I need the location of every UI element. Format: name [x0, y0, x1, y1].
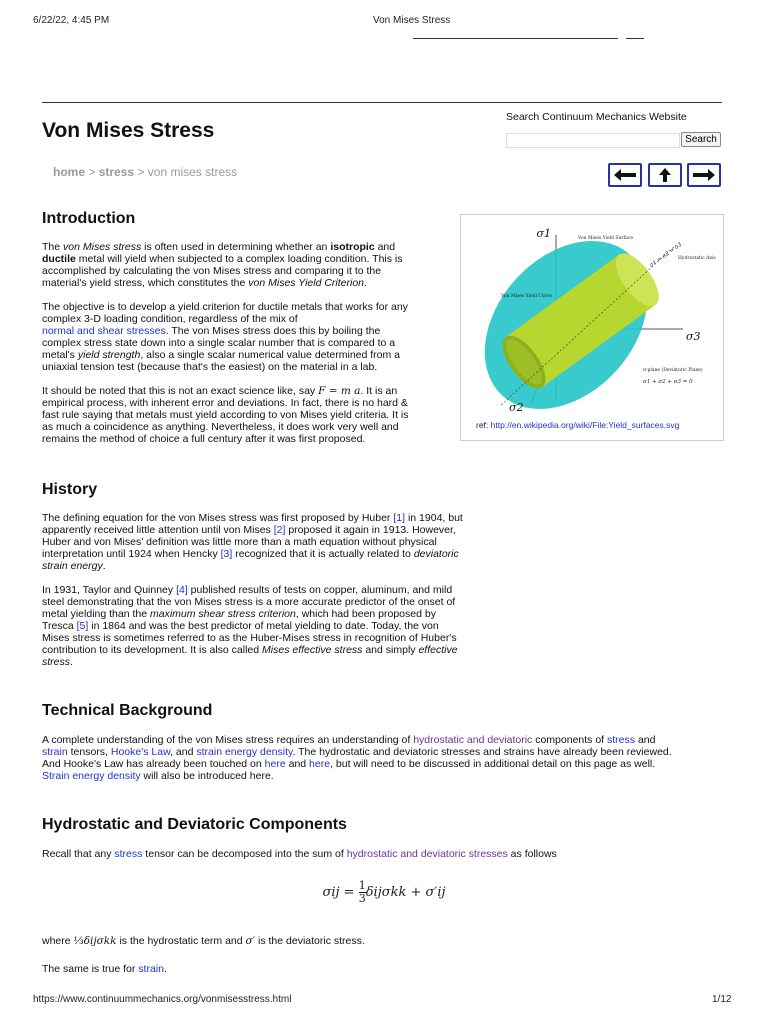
deviatoric-plane-label: π-plane (Deviatoric Plane) [643, 368, 703, 373]
ref-5-link[interactable]: [5] [76, 620, 89, 632]
hydro-strain-paragraph: The same is true for strain. [42, 963, 167, 975]
print-footer-page: 1/12 [712, 994, 732, 1005]
hydro-where-paragraph: where ⅓δijσkk is the hydrostatic term and σ′ is the deviatoric stress. [42, 935, 365, 947]
search-button[interactable]: Search [681, 132, 721, 147]
intro-paragraph-2: The objective is to develop a yield criterion for ductile metals that works for any complex 3-D loading condition, regardless of the mix of normal and shear stresses. The von Mises stress does this by boiling the complex stress state down into a single scalar number that is compared to a metal's yield strength, also a single scalar numerical value determined from a uniaxial tension test (because that's the easiest) on the material in a lab. [42, 301, 408, 373]
hookes-law-link[interactable]: Hooke's Law [110, 746, 171, 758]
breadcrumb-stress[interactable]: stress [98, 165, 135, 179]
forward-arrow-icon [691, 168, 717, 182]
technical-paragraph: A complete understanding of the von Mises stress requires an understanding of hydrostatic and deviatoric components of stress and strain tensors, Hooke's Law, and strain energy density. The hydrostatic and deviatoric stresses and strains have already been reviewed. And Hooke's Law has already been touched on here and here, but will need to be discussed in additional detail on this page as well. Strain energy density will also be introduced here. [42, 734, 672, 782]
breadcrumb-home[interactable]: home [53, 165, 86, 179]
breadcrumb-current: von mises stress [147, 165, 238, 179]
page-divider [42, 102, 722, 103]
yield-curve-label: Von Mises Yield Curve [501, 294, 553, 299]
ref-4-link[interactable]: [4] [176, 584, 188, 596]
header-rule [413, 38, 618, 39]
technical-background-heading: Technical Background [42, 702, 213, 719]
intro-paragraph-3: It should be noted that this is not an exact science like, say F = m a. It is an empirical process, with inherent error and deviations. In fact, there is no hard & fast rule saying that metals must yield according to von Mises yield criteria. It is as much a coincidence as anything. Nevertheless, it does work very well and remains the method of choice a full century after it was first proposed. [42, 385, 409, 445]
ref-1-link[interactable]: [1] [393, 512, 406, 524]
sigma3-label: σ3 [686, 330, 701, 343]
figure-reference: ref: http://en.wikipedia.org/wiki/File:Yield_surfaces.svg [476, 420, 680, 430]
strain-link-2[interactable]: strain [138, 963, 164, 975]
sigma1-label: σ1 [536, 227, 551, 240]
figure-source-link[interactable]: http://en.wikipedia.org/wiki/File:Yield_surfaces.svg [490, 420, 680, 430]
here-link-2[interactable]: here [309, 758, 331, 770]
ref-3-link[interactable]: [3] [220, 548, 233, 560]
breadcrumb-separator: > [85, 165, 99, 179]
forward-button[interactable] [687, 163, 721, 187]
introduction-heading: Introduction [42, 210, 136, 227]
intro-paragraph-1: The von Mises stress is often used in determining whether an isotropic and ductile metal will yield when subjected to a complex loading condition. This is accomplished by calculating the von Mises stress and comparing it to the material's yield stress, which constitutes the von Mises Yield Criterion. [42, 241, 403, 289]
strain-link[interactable]: strain [42, 746, 68, 758]
hydrostatic-deviatoric-heading: Hydrostatic and Deviatoric Components [42, 816, 347, 833]
strain-energy-density-link-2[interactable]: Strain energy density [42, 770, 141, 782]
sigma2-label: σ2 [509, 401, 524, 414]
normal-shear-stresses-link[interactable]: normal and shear stresses [42, 325, 166, 337]
print-title: Von Mises Stress [373, 15, 451, 26]
search-input[interactable] [506, 133, 680, 148]
search-label: Search Continuum Mechanics Website [506, 111, 687, 123]
hydrostatic-equation-label: σ1 = σ2 = σ3 [648, 241, 684, 269]
hydrostatic-deviatoric-stresses-link[interactable]: hydrostatic and deviatoric stresses [346, 848, 508, 860]
breadcrumb-separator: > [134, 165, 148, 179]
header-rule-short [626, 38, 644, 39]
print-date: 6/22/22, 4:45 PM [33, 15, 110, 26]
up-arrow-icon [657, 167, 673, 183]
hydro-intro-paragraph: Recall that any stress tensor can be decomposed into the sum of hydrostatic and deviatoric stresses as follows [42, 848, 557, 860]
decomposition-formula: σij = $\frac{1}{3}$ δijσkk + σ′ij [322, 879, 446, 905]
hydrostatic-deviatoric-link[interactable]: hydrostatic and deviatoric [413, 734, 533, 746]
hydrostatic-axis-label: Hydrostatic Axis [678, 256, 716, 261]
deviatoric-plane-equation: σ1 + σ2 + σ3 = 0 [643, 379, 693, 385]
history-paragraph-1: The defining equation for the von Mises stress was first proposed by Huber [1] in 1904, but apparently received little attention until von Mises [2] proposed it again in 1913. However, Huber and von Mises' definition was little more than a math equation without physical interpretation until 1924 when Hencky [3] recognized that it is actually related to deviatoric strain energy. [42, 512, 463, 572]
here-link-1[interactable]: here [264, 758, 286, 770]
history-heading: History [42, 481, 98, 498]
strain-energy-density-link[interactable]: strain energy density [196, 746, 293, 758]
history-paragraph-2: In 1931, Taylor and Quinney [4] published results of tests on copper, aluminum, and mild steel demonstrating that the von Mises stress is a more accurate predictor of the onset of metal yielding than the maximum shear stress criterion, which had been proposed by Tresca [5] in 1864 and was the best predictor of metal yielding to date. Today, the von Mises stress is sometimes referred to as the Huber-Mises stress in recognition of Huber's contribution to its development. It is also called Mises effective stress and simply effective stress. [42, 584, 458, 668]
back-button[interactable] [608, 163, 642, 187]
yield-surface-label: Von Mises Yield Surface [578, 236, 634, 241]
yield-surface-figure [460, 214, 724, 441]
stress-link[interactable]: stress [607, 734, 636, 746]
yield-surface-diagram [461, 215, 723, 440]
ref-2-link[interactable]: [2] [273, 524, 286, 536]
page-title: Von Mises Stress [42, 119, 215, 142]
up-button[interactable] [648, 163, 682, 187]
breadcrumb [53, 165, 237, 179]
print-footer-url: https://www.continuummechanics.org/vonmisesstress.html [33, 994, 292, 1005]
back-arrow-icon [612, 168, 638, 182]
newton-equation: F = m a [318, 385, 361, 397]
stress-link-2[interactable]: stress [114, 848, 143, 860]
